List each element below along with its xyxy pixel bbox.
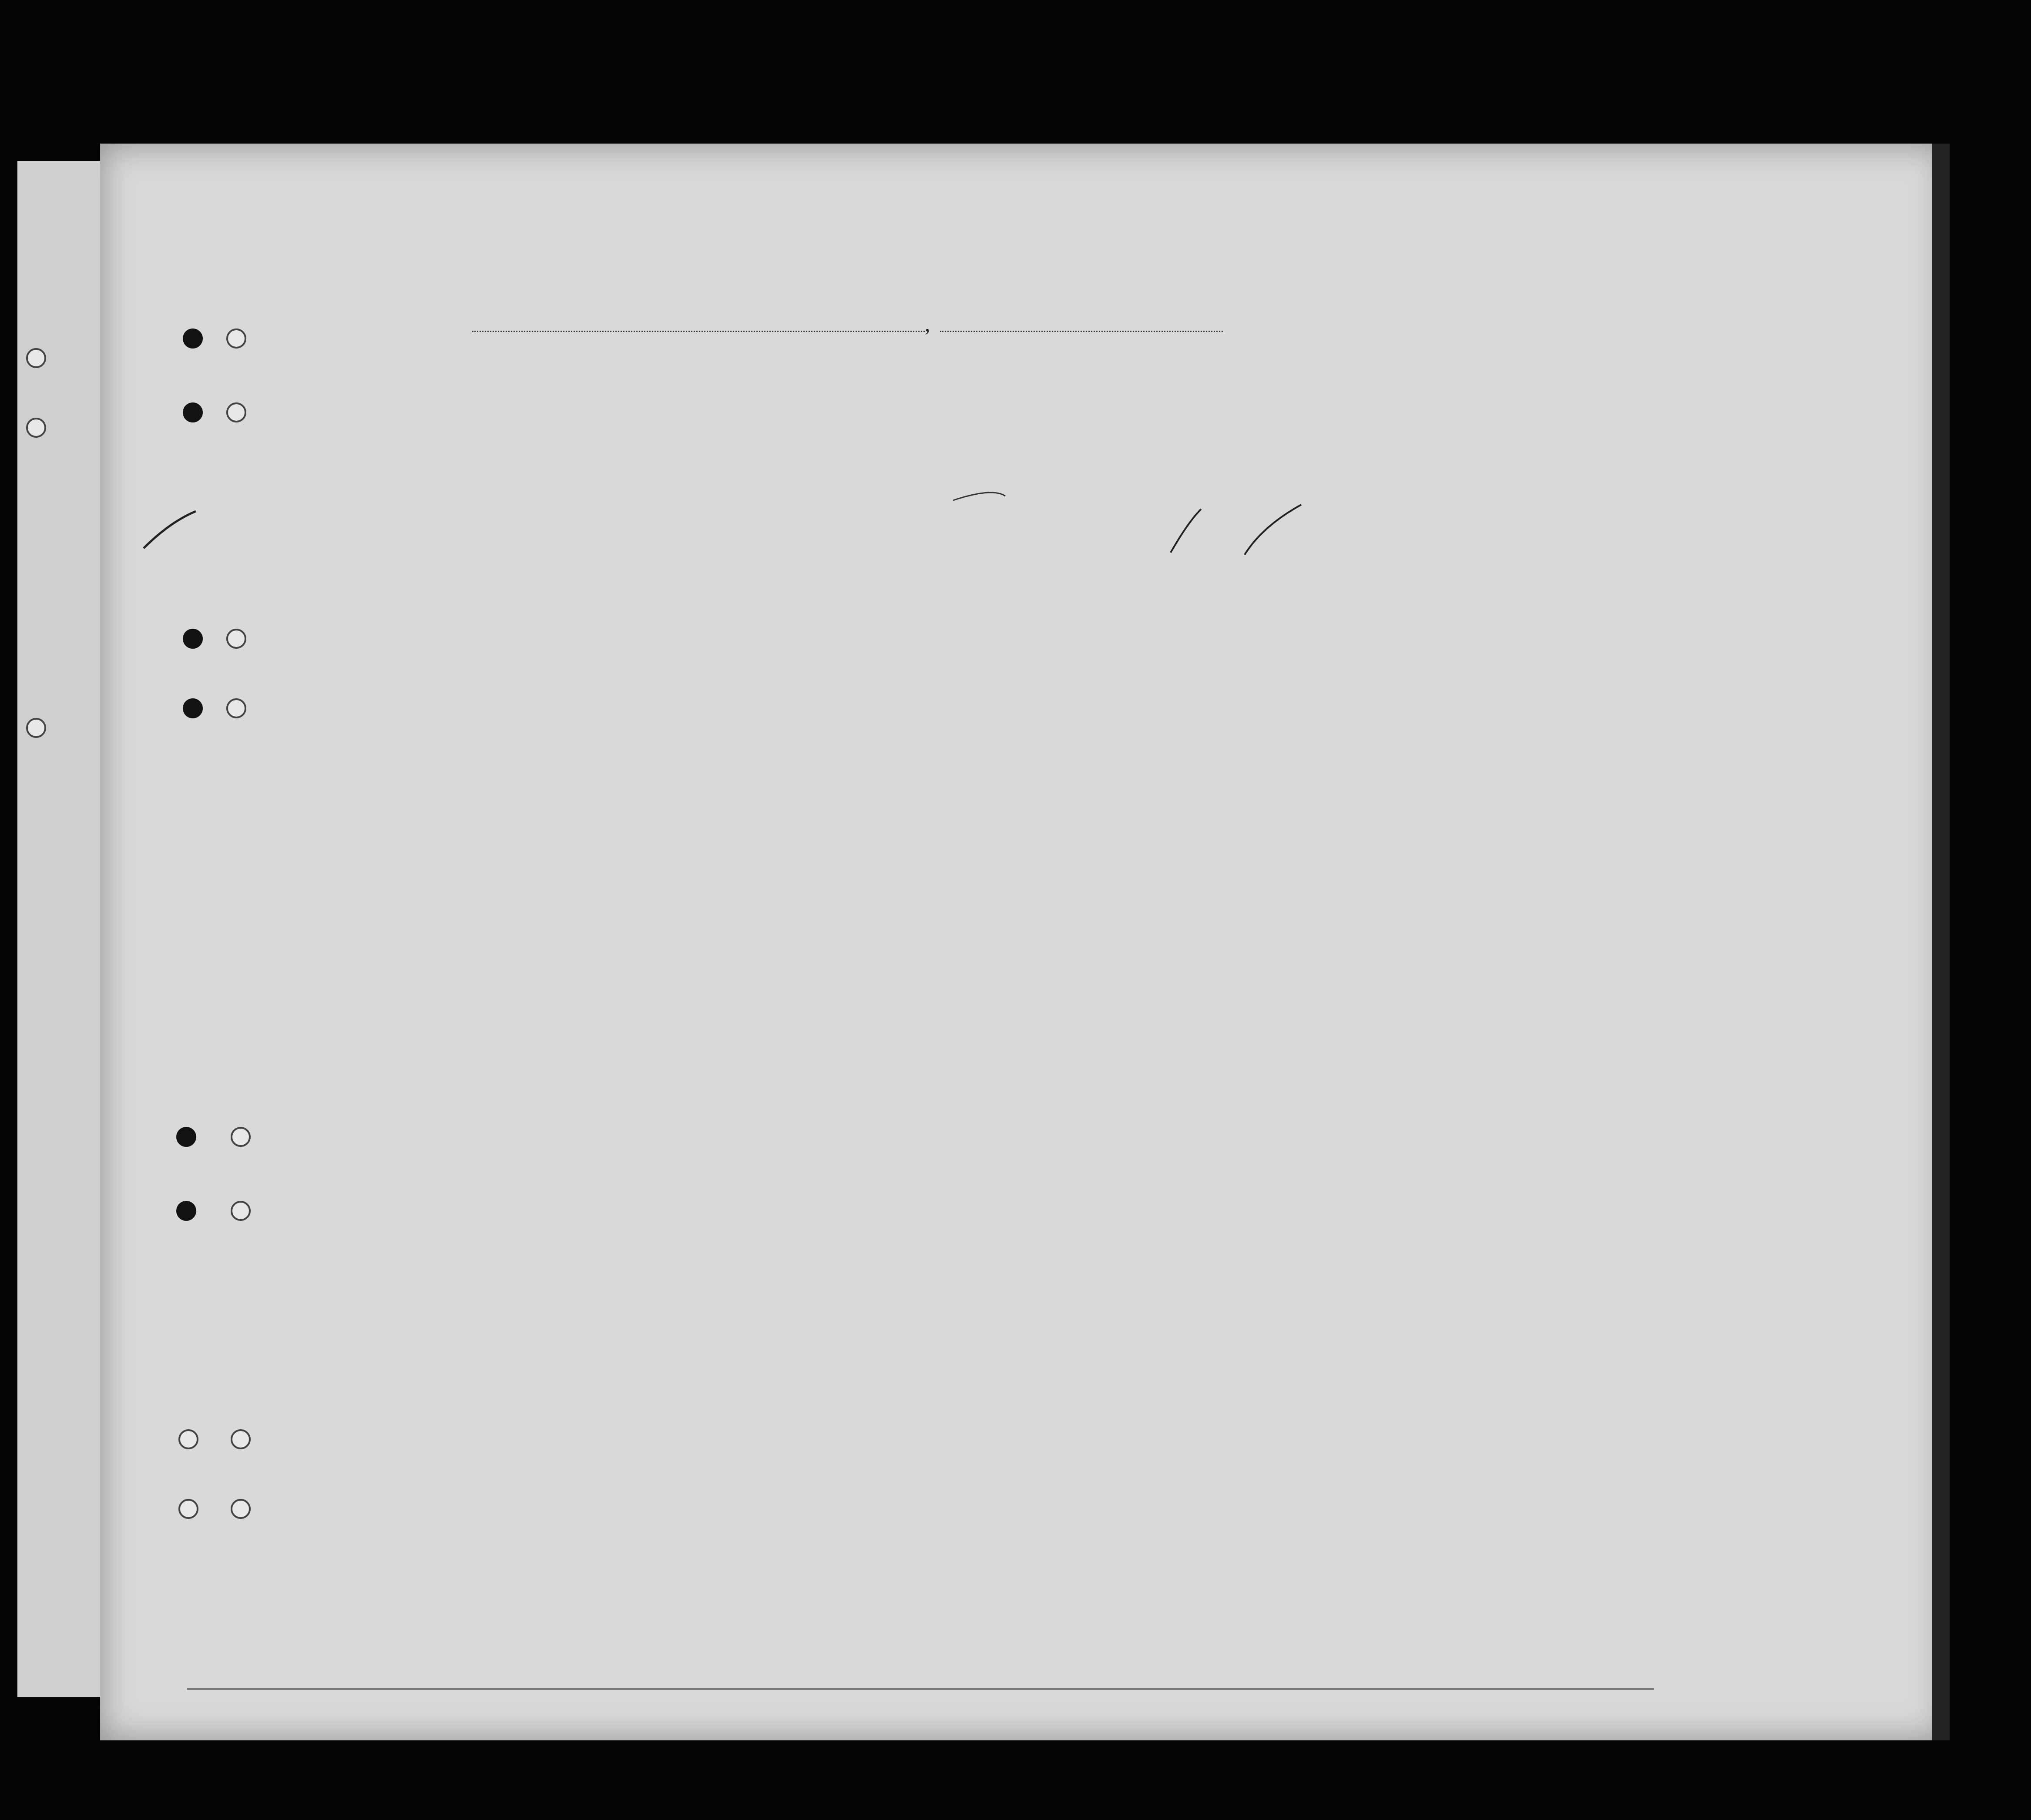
scanned-manifest-page: ,: [0, 0, 2031, 1820]
right-page-edge: [1932, 144, 1950, 1740]
page-fold-line: [187, 1688, 1654, 1690]
